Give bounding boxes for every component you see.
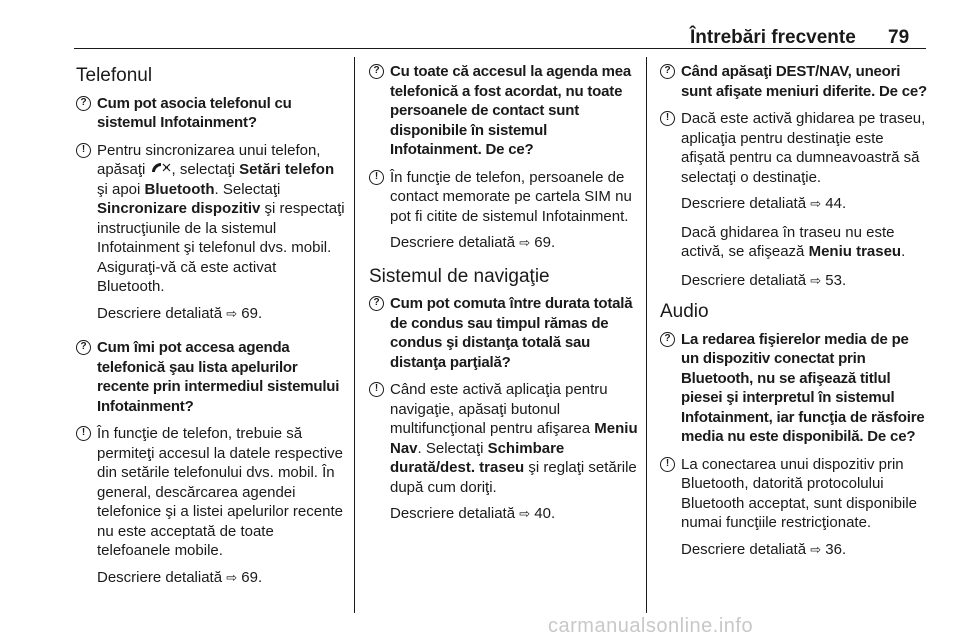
question-pair-navigation	[369, 294, 641, 372]
column-divider-2	[646, 57, 647, 613]
detail-reference: Descriere detaliată ⇨ 44.	[681, 195, 847, 212]
column-1	[76, 62, 346, 596]
question-text: La redarea fişierelor media de pe un dispozitiv conectat prin Bluetooth, nu se afişează titlul piesei şi interpretul în sistemul Infotainment, iar funcţia de răsfoire media nu este disponibilă. De ce?	[681, 330, 925, 445]
answer-icon: !	[76, 143, 91, 158]
answer-block: ! La conectarea unui dispozitiv prin Bluetooth, datorită protocolului Bluetooth acceptat, sunt disponibile numai funcţiile restricţionate.	[660, 455, 930, 533]
section-title-audio: Audio	[660, 301, 709, 322]
question-icon: ?	[660, 64, 675, 79]
phone-icon	[150, 161, 172, 178]
question-icon: ?	[660, 332, 675, 347]
question-pair-contacts-missing	[369, 62, 641, 160]
answer-icon: !	[369, 382, 384, 397]
reference-arrow-icon: ⇨	[519, 506, 531, 521]
detail-reference: Descriere detaliată ⇨ 69.	[97, 304, 263, 322]
answer-block: ! Dacă este activă ghidarea pe traseu, aplicaţia pentru destinaţie este afişată pentru ca dumneavoastră să selectaţi o destinaţie.	[660, 109, 930, 187]
answer-block: ! În funcţie de telefon, trebuie să permiteţi accesul la datele respective din setările telefonului dvs. mobil. În general, descărcarea agendei telefonice şi a listei apelurilor recente nu este acceptată de toate telefoanele mobile.	[76, 424, 346, 561]
detail-reference: Descriere detaliată ⇨ 40.	[390, 505, 556, 522]
reference-arrow-icon: ⇨	[810, 196, 822, 211]
column-3	[660, 62, 930, 568]
section-title-navigation: Sistemul de navigaţie	[369, 265, 550, 287]
answer-block: ! Pentru sincronizarea unui telefon, apăsaţi , selectaţi Setări telefon şi apoi Bluetooth. Selectaţi Sincronizare dispozitiv şi respectaţi instrucţiunile de la sistemul Infotainment şi telefonul dvs. mobil. Asiguraţi-vă că este activat Bluetooth.	[76, 141, 346, 297]
page-number: 79	[888, 27, 910, 48]
answer-block: ! Când este activă aplicaţia pentru navigaţie, apăsaţi butonul multifuncţional pentru afişarea Meniu Nav. Selectaţi Schimbare durată/dest. traseu şi reglaţi setările după cum doriţi.	[369, 380, 641, 497]
question-pair-contacts	[76, 338, 346, 416]
header-rule	[74, 48, 926, 49]
question-pair-phone	[76, 94, 346, 133]
watermark: carmanualsonline.info	[548, 615, 754, 637]
detail-reference: Descriere detaliată ⇨ 69.	[97, 568, 263, 586]
reference-arrow-icon: ⇨	[810, 272, 822, 288]
question-text: Când apăsaţi DEST/NAV, uneori sunt afişate meniuri diferite. De ce?	[681, 63, 928, 100]
question-icon: ?	[369, 296, 384, 311]
reference-arrow-icon: ⇨	[810, 541, 822, 557]
answer-block: ! În funcţie de telefon, persoanele de contact memorate pe cartela SIM nu pot fi citite de sistemul Infotainment.	[369, 168, 641, 227]
detail-reference: Descriere detaliată ⇨ 69.	[390, 234, 556, 251]
question-pair-dest-nav	[660, 62, 930, 101]
question-pair-audio	[660, 330, 930, 447]
section-title-phone: Telefonul	[76, 65, 153, 86]
page-header-title: Întrebări frecvente	[690, 27, 856, 48]
question-text: Cum pot asocia telefonul cu sistemul Infotainment?	[97, 94, 292, 131]
question-text: Cu toate că accesul la agenda mea telefonică a fost acordat, nu toate persoanele de contact sunt disponibile în sistemul Infotainment. De ce?	[390, 63, 632, 158]
reference-arrow-icon: ⇨	[226, 305, 238, 321]
answer-icon: !	[76, 426, 91, 441]
question-text: Cum îmi pot accesa agenda telefonică şau lista apelurilor recente prin intermediul sistemului Infotainment?	[97, 339, 340, 415]
reference-arrow-icon: ⇨	[226, 569, 238, 585]
answer-icon: !	[369, 170, 384, 185]
question-icon: ?	[76, 96, 91, 111]
detail-reference: Descriere detaliată ⇨ 53.	[681, 271, 847, 289]
detail-reference: Descriere detaliată ⇨ 36.	[681, 540, 847, 558]
answer-icon: !	[660, 111, 675, 126]
reference-arrow-icon: ⇨	[519, 235, 531, 250]
answer-icon: !	[660, 457, 675, 472]
column-divider-1	[354, 57, 355, 613]
question-icon: ?	[369, 64, 384, 79]
question-icon: ?	[76, 340, 91, 355]
column-2	[369, 62, 641, 533]
question-text: Cum pot comuta între durata totală de condus sau timpul rămas de condus şi distanţa totală sau distanţa parţială?	[390, 295, 633, 371]
answer-paragraph: Dacă ghidarea în traseu nu este activă, se afişează Meniu traseu.	[681, 223, 906, 260]
